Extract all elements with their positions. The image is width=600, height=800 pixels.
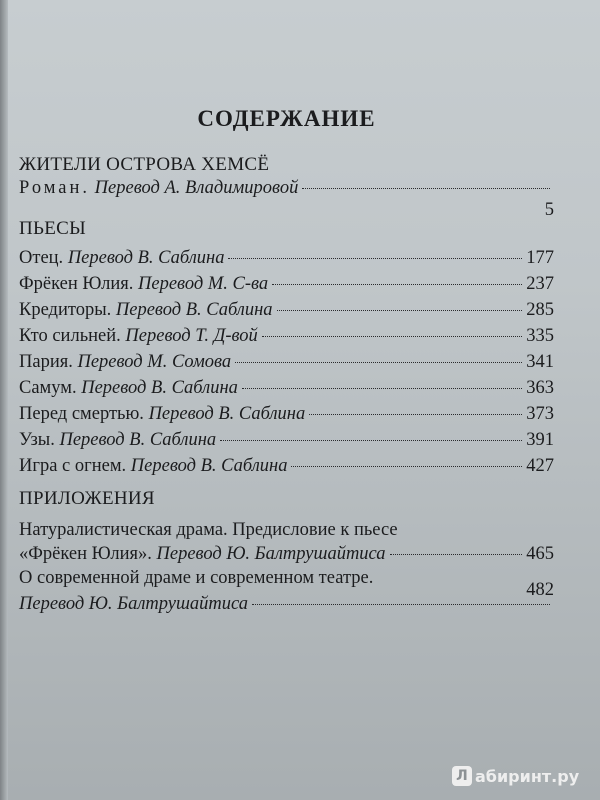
entry-page-number: 237 <box>526 274 554 294</box>
entry-page-number: 373 <box>526 404 554 424</box>
entry-title: Пария. <box>19 352 73 372</box>
entry-translator: Перевод В. Саблина <box>67 248 225 268</box>
entry-title: Игра с огнем. <box>19 456 127 476</box>
toc-entry <box>19 298 554 322</box>
leader-dots <box>309 414 522 415</box>
entry-translator: Перевод М. Сомова <box>77 352 232 372</box>
entry-title: Кто сильней. <box>19 326 121 346</box>
entry-page-number: 363 <box>526 378 554 398</box>
leader-dots <box>272 284 522 285</box>
entry-page-number: 391 <box>526 430 554 450</box>
leader-dots <box>277 310 523 311</box>
entry-page-number: 5 <box>544 200 554 220</box>
entry-title: Перед смертью. <box>19 404 144 424</box>
entry-translator: Перевод Ю. Балтрушайтиса <box>19 594 249 614</box>
labirint-watermark <box>452 766 579 786</box>
leader-dots <box>252 604 550 605</box>
entry-translator: Перевод В. Саблина <box>148 404 306 424</box>
entry-translator: Перевод Т. Д-вой <box>125 326 258 346</box>
entry-page-number: 341 <box>526 352 554 372</box>
entry-page-number: 482 <box>526 580 554 600</box>
leader-dots <box>235 362 522 363</box>
entry-title: Узы. <box>19 430 55 450</box>
toc-entry <box>19 350 554 374</box>
entry-page-number: 335 <box>526 326 554 346</box>
entry-translator: Перевод В. Саблина <box>130 456 288 476</box>
entry-page-number: 177 <box>526 248 554 268</box>
section-heading-plays: ПЬЕСЫ <box>19 218 86 239</box>
entry-title: Кредиторы. <box>19 300 112 320</box>
leader-dots <box>291 466 522 467</box>
labirint-logo-icon: Л <box>452 766 472 786</box>
entry-title: Самум. <box>19 378 77 398</box>
toc-entry <box>19 246 554 270</box>
leader-dots <box>228 258 522 259</box>
entry-translator: Перевод В. Саблина <box>81 378 238 398</box>
toc-entry <box>19 272 554 296</box>
entry-title: О современной драме и современном театре. <box>19 568 374 588</box>
entry-translator: Перевод А. Владимировой <box>94 178 299 198</box>
toc-entry <box>19 454 554 478</box>
entry-translator: Перевод В. Саблина <box>59 430 217 450</box>
entry-title: «Фрёкен Юлия». <box>19 544 152 564</box>
page-edge <box>0 0 8 800</box>
leader-dots <box>302 188 550 189</box>
toc-entry-novel-page-line <box>19 198 554 222</box>
entry-page-number: 285 <box>526 300 554 320</box>
toc-entry <box>19 428 554 452</box>
toc-entry-novel <box>19 176 554 200</box>
entry-title: Отец. <box>19 248 64 268</box>
toc-entry <box>19 324 554 348</box>
toc-entry <box>19 402 554 426</box>
entry-translator: Перевод М. С-ва <box>138 274 269 294</box>
leader-dots <box>390 554 523 555</box>
section-heading-novel: ЖИТЕЛИ ОСТРОВА ХЕМСЁ <box>19 154 270 175</box>
entry-translator: Перевод Ю. Балтрушайтиса <box>156 544 386 564</box>
toc-entry-continuation <box>19 592 554 616</box>
toc-entry <box>19 542 554 566</box>
entry-translator: Перевод В. Саблина <box>115 300 273 320</box>
entry-title: Фрёкен Юлия. <box>19 274 134 294</box>
watermark-text: абиринт.ру <box>475 766 580 786</box>
leader-dots <box>242 388 522 389</box>
leader-dots <box>262 336 522 337</box>
entry-page-number: 427 <box>526 456 554 476</box>
page-title: СОДЕРЖАНИЕ <box>197 106 376 131</box>
section-heading-appendix: ПРИЛОЖЕНИЯ <box>19 488 155 509</box>
toc-entry <box>19 376 554 400</box>
leader-dots <box>220 440 522 441</box>
appendix-entry-1-line-1: Натуралистическая драма. Предисловие к пьесе <box>19 520 398 540</box>
entry-page-number: 465 <box>526 544 554 564</box>
entry-genre: Роман. <box>19 178 91 198</box>
